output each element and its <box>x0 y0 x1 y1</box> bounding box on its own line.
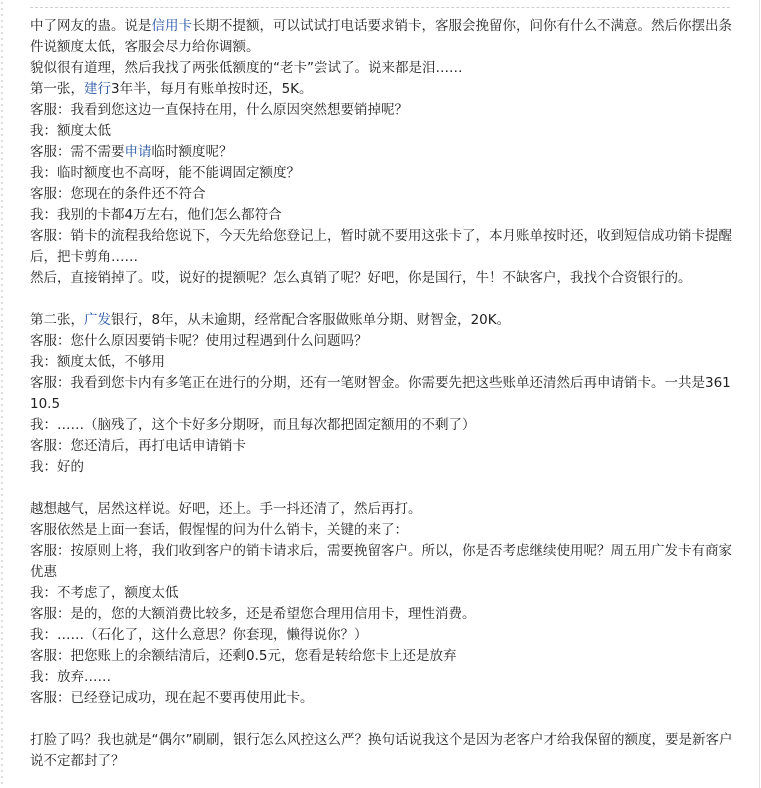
dialogue-line: 客服：已经登记成功，现在起不要再使用此卡。 <box>30 690 314 706</box>
dialogue-line: 客服：您什么原因要销卡呢？使用过程遇到什么问题吗？ <box>30 333 368 349</box>
paragraph-conclusion: 打脸了吗？我也就是“偶尔”刷刷，银行怎么风控这么严？换句话说我这个是因为老客户才给我保留的额度，要是新客户说不定都封了？ <box>30 732 733 769</box>
dialogue-line: 我：额度太低，不够用 <box>30 354 165 370</box>
paragraph-intro: 中了网友的蛊。说是信用卡长期不提额，可以试试打电话要求销卡，客服会挽留你，问你有什么不满意。然后你摆出条件说额度太低，客服会尽力给你调额。 <box>30 18 732 55</box>
dialogue-line: 客服：我看到您卡内有多笔正在进行的分期，还有一笔财智金。你需要先把这些账单还清然后再申请销卡。一共是36110.5 <box>30 375 731 412</box>
keyword-link-ccb[interactable]: 建行 <box>84 81 111 97</box>
dialogue-line: 客服：按原则上将，我们收到客户的销卡请求后，需要挽留客户。所以，你是否考虑继续使用呢？周五用广发卡有商家优惠 <box>30 543 732 580</box>
dialogue-line: 我：不考虑了，额度太低 <box>30 585 179 601</box>
keyword-link-apply[interactable]: 申请 <box>124 144 152 160</box>
paragraph-spacer <box>30 478 736 499</box>
paragraph-retry: 客服依然是上面一套话，假惺惺的问为什么销卡，关键的来了： <box>30 522 408 538</box>
dialogue-line: 我：……（石化了，这什么意思？你套现，懒得说你？） <box>30 627 368 643</box>
paragraph-attempt: 貌似很有道理，然后我找了两张低额度的“老卡”尝试了。说来都是泪…… <box>30 60 463 76</box>
dialogue-line: 客服：您还清后，再打电话申请销卡 <box>30 438 246 454</box>
dialogue-line: 我：我别的卡都4万左右，他们怎么都符合 <box>30 207 282 223</box>
paragraph-result-one: 然后，直接销掉了。哎，说好的提额呢？怎么真销了呢？好吧，你是国行，牛！不缺客户，我找个合资银行的。 <box>30 270 692 286</box>
keyword-link-cgb[interactable]: 广发 <box>84 312 111 328</box>
paragraph-spacer <box>30 289 736 310</box>
dialogue-line: 客服：您现在的条件还不符合 <box>30 186 206 202</box>
paragraph-spacer <box>30 709 736 730</box>
paragraph-card-two: 第二张，广发银行，8年，从未逾期，经常配合客服做账单分期、财智金，20K。 <box>30 312 511 328</box>
paragraph-card-one: 第一张，建行3年半，每月有账单按时还，5K。 <box>30 81 313 97</box>
post-body <box>30 16 736 772</box>
keyword-link-credit-card[interactable]: 信用卡 <box>151 18 192 34</box>
top-dashed-divider <box>30 7 730 8</box>
dialogue-line: 我：额度太低 <box>30 123 111 139</box>
dialogue-line: 我：放弃…… <box>30 669 111 685</box>
dialogue-line: 客服：把您账上的余额结清后，还剩0.5元，您看是转给您卡上还是放弃 <box>30 648 457 664</box>
dialogue-line: 我：临时额度也不高呀，能不能调固定额度？ <box>30 165 300 181</box>
dialogue-line: 我：好的 <box>30 459 84 475</box>
dialogue-line: 客服：需不需要申请临时额度呢？ <box>30 144 233 160</box>
dialogue-line: 客服：是的，您的大额消费比较多，还是希望您合理用信用卡，理性消费。 <box>30 606 476 622</box>
paragraph-retry: 越想越气，居然这样说。好吧，还上。手一抖还清了，然后再打。 <box>30 501 422 517</box>
dialogue-line: 客服：我看到您这边一直保持在用，什么原因突然想要销掉呢？ <box>30 102 408 118</box>
left-dotted-border <box>0 0 4 788</box>
dialogue-line: 客服：销卡的流程我给您说下，今天先给您登记上，暂时就不要用这张卡了，本月账单按时还，收到短信成功销卡提醒后，把卡剪角…… <box>30 228 732 265</box>
dialogue-line: 我：……（脑残了，这个卡好多分期呀，而且每次都把固定额用的不剩了） <box>30 417 476 433</box>
